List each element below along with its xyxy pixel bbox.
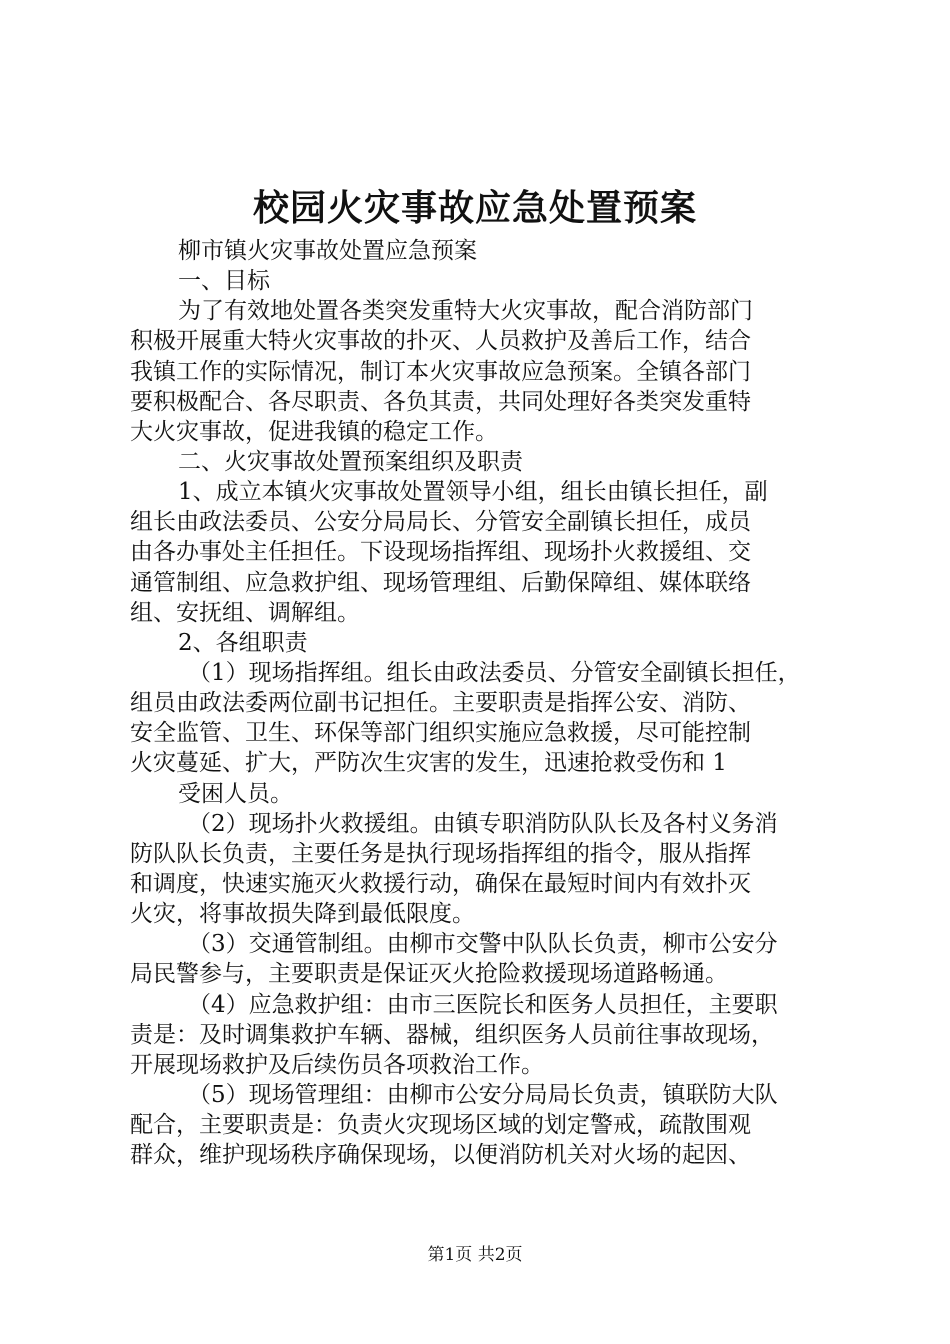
paragraph-line: 群众，维护现场秩序确保现场，以便消防机关对火场的起因、	[130, 1142, 751, 1169]
paragraph-line: 积极开展重大特火灾事故的扑灭、人员救护及善后工作，结合	[130, 328, 751, 355]
paragraph-line: 要积极配合、各尽职责、各负其责，共同处理好各类突发重特	[130, 388, 751, 415]
document-body	[130, 236, 832, 1170]
paragraph-line: 1、成立本镇火灾事故处置领导小组，组长由镇长担任，副	[178, 479, 768, 506]
section-heading: 二、火灾事故处置预案组织及职责	[178, 448, 523, 475]
paragraph-line: 柳市镇火灾事故处置应急预案	[178, 238, 477, 264]
paragraph-line: 组长由政法委员、公安分局局长、分管安全副镇长担任，成员	[130, 509, 751, 536]
paragraph-line: 局民警参与，主要职责是保证灭火抢险救援现场道路畅通。	[130, 961, 728, 988]
paragraph-line: （1）现场指挥组。组长由政法委员、分管安全副镇长担任，	[188, 659, 801, 686]
paragraph-line: 受困人员。	[178, 780, 293, 807]
paragraph-line: （4）应急救护组：由市三医院长和医务人员担任，主要职	[188, 991, 778, 1018]
paragraph-line: 开展现场救护及后续伤员各项救治工作。	[130, 1051, 544, 1078]
paragraph-line: （2）现场扑火救援组。由镇专职消防队队长及各村义务消	[188, 810, 778, 837]
paragraph-line: 安全监管、卫生、环保等部门组织实施应急救援，尽可能控制	[130, 720, 751, 747]
section-heading: 一、目标	[178, 268, 270, 295]
paragraph-line: 防队队长负责，主要任务是执行现场指挥组的指令，服从指挥	[130, 840, 751, 867]
paragraph-line: 组、安抚组、调解组。	[130, 599, 360, 626]
section-heading: 2、各组职责	[178, 629, 308, 656]
paragraph-line: 火灾，将事故损失降到最低限度。	[130, 901, 475, 928]
paragraph-line: 组员由政法委两位副书记担任。主要职责是指挥公安、消防、	[130, 690, 751, 717]
paragraph-line: 责是：及时调集救护车辆、器械，组织医务人员前往事故现场，	[130, 1021, 774, 1048]
paragraph-line: 我镇工作的实际情况，制订本火灾事故应急预案。全镇各部门	[130, 358, 751, 385]
paragraph-line: 为了有效地处置各类突发重特大火灾事故，配合消防部门	[178, 298, 753, 325]
paragraph-line: 火灾蔓延、扩大，严防次生灾害的发生，迅速抢救受伤和 1	[130, 750, 727, 777]
page-footer: 第1页 共2页	[427, 1245, 523, 1265]
paragraph-line: 配合，主要职责是：负责火灾现场区域的划定警戒，疏散围观	[130, 1112, 751, 1139]
paragraph-line: 由各办事处主任担任。下设现场指挥组、现场扑火救援组、交	[130, 539, 751, 566]
paragraph-line: （3）交通管制组。由柳市交警中队队长负责，柳市公安分	[188, 931, 778, 958]
paragraph-line: 通管制组、应急救护组、现场管理组、后勤保障组、媒体联络	[130, 569, 751, 596]
paragraph-line: 和调度，快速实施灭火救援行动，确保在最短时间内有效扑灭	[130, 870, 751, 897]
document-title: 校园火灾事故应急处置预案	[252, 187, 697, 229]
paragraph-line: 大火灾事故，促进我镇的稳定工作。	[130, 418, 498, 445]
paragraph-line: （5）现场管理组：由柳市公安分局局长负责，镇联防大队	[188, 1081, 778, 1108]
